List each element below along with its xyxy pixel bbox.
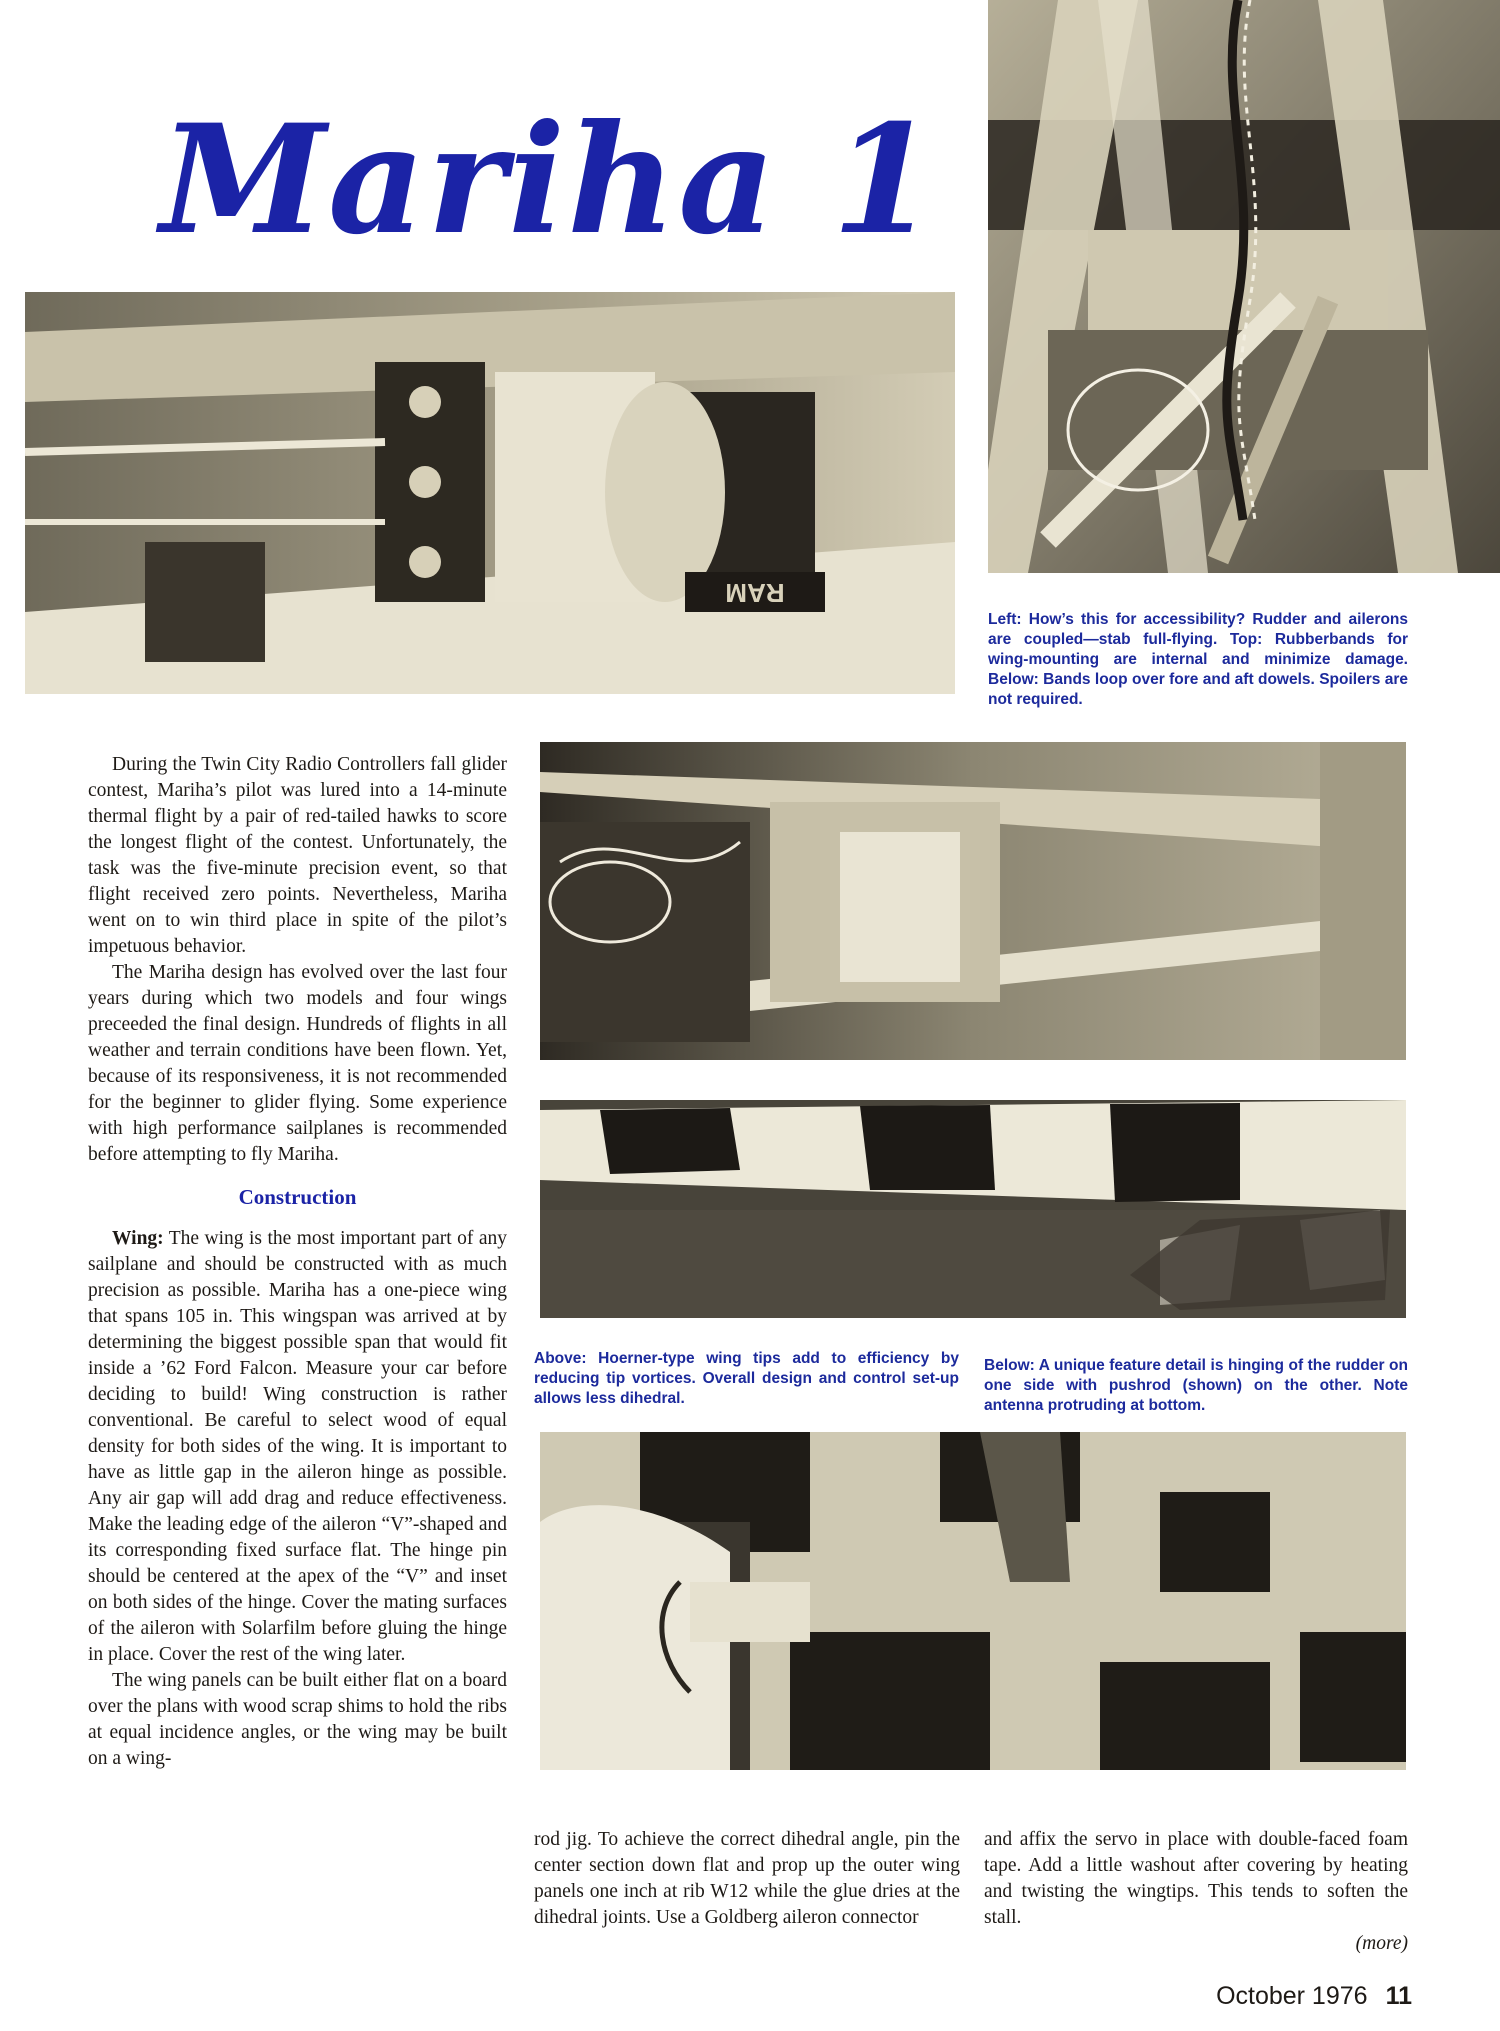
caption-accessibility: Left: How’s this for accessibility? Rudder and ailerons are coupled—stab full-flying. Top: Rubberbands for wing-mounting are internal and minimize damage. Below: Bands loop over fore and aft dowels. Spoilers are not required. bbox=[988, 611, 1408, 708]
magazine-title: Mariha 1 bbox=[160, 92, 939, 268]
photo-fuselage-rails bbox=[540, 742, 1406, 1060]
article-paragraph: The wing panels can be built either flat on a board over the plans with wood scrap shims to hold the ribs at equal incidence angles, or the wing may be built on a wing- bbox=[88, 1670, 507, 1769]
article-paragraph: rod jig. To achieve the correct dihedral angle, pin the center section down flat and prop up the outer wing panels one inch at rib W12 while the glue dries at the dihedral joints. Use a Goldberg aileron connector bbox=[534, 1829, 960, 1928]
article-column-3 bbox=[984, 1827, 1408, 1957]
article-column-1 bbox=[88, 752, 507, 1772]
issue-date: October 1976 bbox=[1216, 1982, 1368, 2010]
article-paragraph: Wing: The wing is the most important part of any sailplane and should be constructed with as much precision as possible. Mariha has a one-piece wing that spans 105 in. This wingspan was arrived at by determining the biggest possible span that would fit inside a ’62 Ford Falcon. Measure your car before deciding to build! Wing construction is rather conventional. Be careful to select wood of equal density for both sides of the wing. It is important to have as little gap in the aileron hinge as possible. Any air gap will add drag and reduce effectiveness. Make the leading edge of the aileron “V”-shaped and its corresponding fixed surface flat. The hinge pin should be centered at the apex of the “V” and inset on both sides of the hinge. Cover the mating surfaces of the aileron with Solarfilm before gluing the hinge in place. Cover the rest of the wing later. bbox=[88, 1228, 507, 1665]
continued-marker: (more) bbox=[1355, 1933, 1408, 1954]
section-heading: Construction bbox=[238, 1185, 357, 1209]
article-paragraph: During the Twin City Radio Controllers fall glider contest, Mariha’s pilot was lured into a 14-minute thermal flight by a pair of red-tailed hawks to score the longest flight of the contest. Unfortunately, the task was the five-minute precision event, so that flight received zero points. Nevertheless, Mariha went on to win third place in spite of the pilot’s impetuous behavior. bbox=[88, 754, 507, 957]
photo-fuselage-rubberbands bbox=[988, 0, 1500, 573]
article-column-2 bbox=[534, 1827, 960, 1931]
photo-rudder-hinge bbox=[540, 1432, 1406, 1770]
caption-wing-tips: Above: Hoerner-type wing tips add to efficiency by reducing tip vortices. Overall design and control set-up allows less dihedral. bbox=[534, 1350, 959, 1407]
photo-ram-label: RAM bbox=[725, 578, 785, 608]
photo-radio-compartment bbox=[25, 292, 955, 694]
article-paragraph: and affix the servo in place with double-faced foam tape. Add a little washout after covering by heating and twisting the wingtips. This tends to soften the stall. bbox=[984, 1829, 1408, 1928]
photo-wing-tip bbox=[540, 1100, 1406, 1318]
page-footer bbox=[1216, 1982, 1412, 2011]
page-number: 11 bbox=[1385, 1982, 1412, 2010]
article-paragraph: The Mariha design has evolved over the last four years during which two models and four wings preceeded the final design. Hundreds of flights in all weather and terrain conditions have been flown. Yet, because of its responsiveness, it is not recommended for the beginner to glider flying. Some experience with high performance sailplanes is recommended before attempting to fly Mariha. bbox=[88, 962, 507, 1165]
wing-runin-label: Wing: bbox=[112, 1228, 164, 1249]
caption-rudder-hinge: Below: A unique feature detail is hinging of the rudder on one side with pushrod (shown) on the other. Note antenna protruding at bottom. bbox=[984, 1357, 1408, 1414]
